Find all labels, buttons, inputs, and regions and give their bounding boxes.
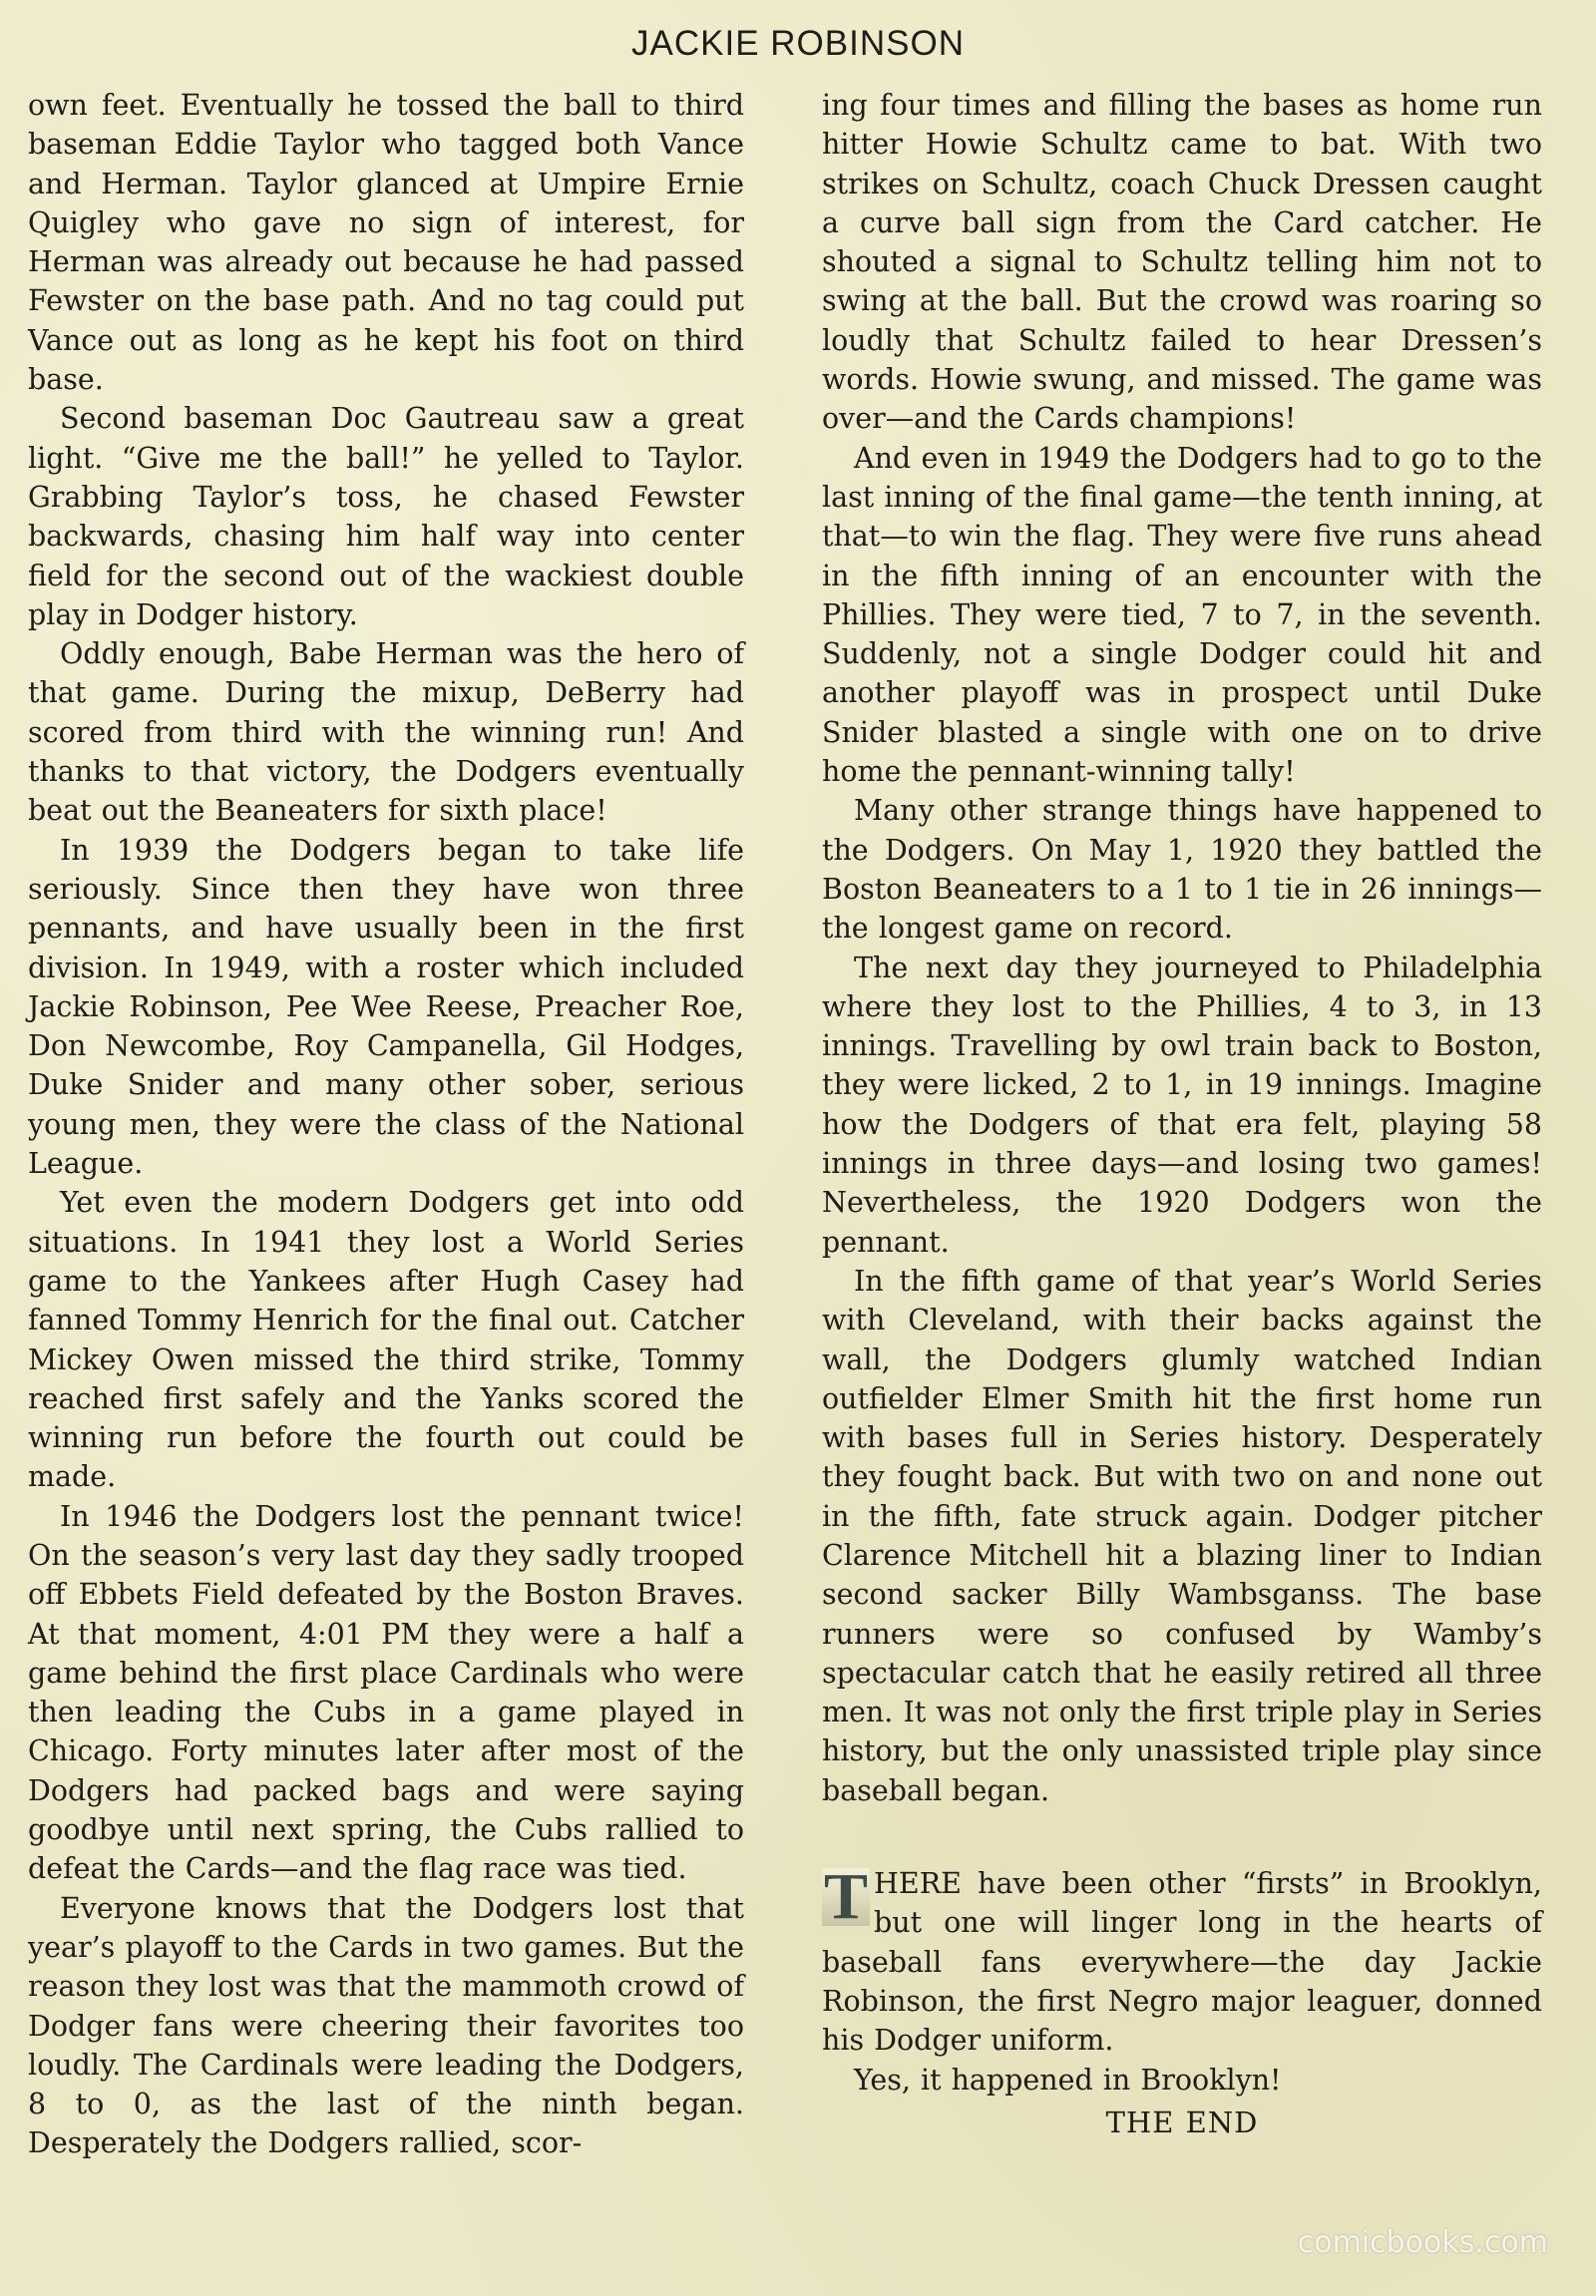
paragraph: Oddly enough, Babe Herman was the hero of that game. During the mixup, DeBerry had scored from third with the winning run! And thanks to that victory, the Dodgers eventually beat out the Beaneaters for sixth place!	[28, 637, 744, 828]
paragraph: Second baseman Doc Gautreau saw a great light. “Give me the ball!” he yelled to Taylor. Grabbing Taylor’s toss, he chased Fewster backwards, chasing him half way into center field for the second out of the wackiest double play in Dodger history.	[28, 402, 744, 631]
watermark: comicbooks.com	[1297, 2225, 1548, 2260]
page-title: JACKIE ROBINSON	[631, 24, 965, 63]
closing-text: HERE have been other “firsts” in Brooklyn, but one will linger long in the hearts of baseball fans everywhere—the day Jackie Robinson, the first Negro major leaguer, donned his Dodger uniform.	[822, 1867, 1542, 2058]
paragraph: In 1939 the Dodgers began to take life seriously. Since then they have won three pennants, and have usually been in the first division. In 1949, with a roster which included Jackie Robinson, Pee Wee Reese, Preacher Roe, Don Newcombe, Roy Campanella, Gil Hodges, Duke Snider and many other sober, serious young men, they were the class of the National League.	[28, 833, 744, 1181]
paragraph: Yet even the modern Dodgers get into odd situations. In 1941 they lost a World Series game to the Yankees after Hugh Casey had fanned Tommy Henrich for the final out. Catcher Mickey Owen missed the third strike, Tommy reached first safely and the Yanks scored the winning run before the fourth out could be made.	[28, 1186, 744, 1494]
paragraph: The next day they journeyed to Philadelphia where they lost to the Phillies, 4 to 3, in 13 innings. Travelling by owl train back to Boston, they were licked, 2 to 1, in 19 innings. Imagine how the Dodgers of that era felt, playing 58 innings in three days—and losing two games! Nevertheless, the 1920 Dodgers won the pennant.	[822, 951, 1542, 1259]
final-line: Yes, it happened in Brooklyn!	[854, 2063, 1282, 2097]
paragraph: own feet. Eventually he tossed the ball to third baseman Eddie Taylor who tagged both Vance and Herman. Taylor glanced at Umpire Ernie Quigley who gave no sign of interest, for Herman was already out because he had passed Fewster on the base path. And no tag could put Vance out as long as he kept his foot on third base.	[28, 89, 744, 397]
paragraph: ing four times and filling the bases as home run hitter Howie Schultz came to bat. With two strikes on Schultz, coach Chuck Dressen caught a curve ball sign from the Card catcher. He shouted a signal to Schultz telling him not to swing at the ball. But the crowd was roaring so loudly that Schultz failed to hear Dressen’s words. Howie swung, and missed. The game was over—and the Cards champions!	[822, 89, 1542, 436]
paragraph: In 1946 the Dodgers lost the pennant twice! On the season’s very last day they sadly trooped off Ebbets Field defeated by the Boston Braves. At that moment, 4:01 PM they were a half a game behind the first place Cardinals who were then leading the Cubs in a game played in Chicago. Forty minutes later after most of the Dodgers had packed bags and were saying goodbye until next spring, the Cubs rallied to defeat the Cards—and the flag race was tied.	[28, 1499, 744, 1886]
paragraph: Many other strange things have happened to the Dodgers. On May 1, 1920 they battled the Boston Beaneaters to a 1 to 1 tie in 26 innings—the longest game on record.	[822, 794, 1542, 946]
paragraph: And even in 1949 the Dodgers had to go to the last inning of the final game—the tenth inning, at that—to win the flag. They were five runs ahead in the fifth inning of an encounter with the Phillies. They were tied, 7 to 7, in the seventh. Suddenly, not a single Dodger could hit and another playoff was in prospect until Duke Snider blasted a single with one on to drive home the pennant-winning tally!	[822, 441, 1542, 789]
left-column	[28, 86, 744, 2163]
the-end: THE END	[1105, 2105, 1259, 2139]
drop-cap: T	[824, 1860, 869, 1934]
paragraph: In the fifth game of that year’s World Series with Cleveland, with their backs against the wall, the Dodgers glumly watched Indian outfielder Elmer Smith hit the first home run with bases full in Series history. Desperately they fought back. But with two on and none out in the fifth, fate struck again. Dodger pitcher Clarence Mitchell hit a blazing liner to Indian second sacker Billy Wambsganss. The base runners were so confused by Wamby’s spectacular catch that he easily retired all three men. It was not only the first triple play in Series history, but the only unassisted triple play since baseball began.	[822, 1264, 1542, 1807]
paragraph: Everyone knows that the Dodgers lost that year’s playoff to the Cards in two games. But the reason they lost was that the mammoth crowd of Dodger fans were cheering their favorites too loudly. The Cardinals were leading the Dodgers, 8 to 0, as the last of the ninth began. Desperately the Dodgers rallied, scor-	[28, 1891, 744, 2160]
closing-paragraph	[822, 1860, 1542, 2060]
right-column	[822, 86, 1542, 2142]
